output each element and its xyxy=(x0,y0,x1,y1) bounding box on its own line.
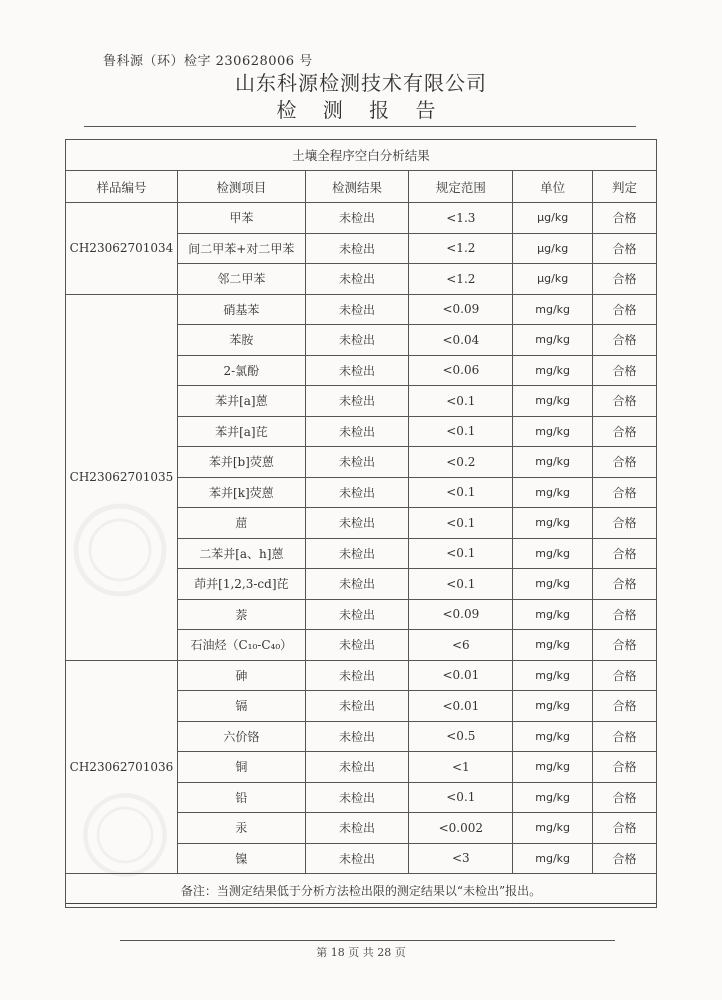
verdict-cell: 合格 xyxy=(593,691,657,722)
range-cell: <6 xyxy=(409,630,513,661)
result-cell: 未检出 xyxy=(305,813,409,844)
result-cell: 未检出 xyxy=(305,721,409,752)
result-cell: 未检出 xyxy=(305,294,409,325)
item-cell: 间二甲苯+对二甲苯 xyxy=(177,233,305,264)
verdict-cell: 合格 xyxy=(593,294,657,325)
result-cell: 未检出 xyxy=(305,630,409,661)
result-cell: 未检出 xyxy=(305,416,409,447)
results-table xyxy=(65,139,657,908)
unit-cell: μg/kg xyxy=(513,264,593,295)
range-cell: <0.5 xyxy=(409,721,513,752)
range-cell: <0.01 xyxy=(409,660,513,691)
sample-id-cell: CH23062701036 xyxy=(66,660,178,874)
footer-divider xyxy=(120,940,615,941)
verdict-cell: 合格 xyxy=(593,325,657,356)
item-cell: 汞 xyxy=(177,813,305,844)
unit-cell: mg/kg xyxy=(513,843,593,874)
item-cell: 甲苯 xyxy=(177,203,305,234)
unit-cell: mg/kg xyxy=(513,355,593,386)
range-cell: <0.002 xyxy=(409,813,513,844)
verdict-cell: 合格 xyxy=(593,477,657,508)
range-cell: <0.09 xyxy=(409,294,513,325)
table-row xyxy=(66,203,657,234)
report-number: 鲁科源（环）检字 230628006 号 xyxy=(103,54,313,69)
verdict-cell: 合格 xyxy=(593,233,657,264)
sample-id-cell: CH23062701035 xyxy=(66,294,178,660)
unit-cell: mg/kg xyxy=(513,538,593,569)
verdict-cell: 合格 xyxy=(593,630,657,661)
range-cell: <0.1 xyxy=(409,538,513,569)
unit-cell: mg/kg xyxy=(513,752,593,783)
verdict-cell: 合格 xyxy=(593,569,657,600)
unit-cell: μg/kg xyxy=(513,203,593,234)
item-cell: 铅 xyxy=(177,782,305,813)
result-cell: 未检出 xyxy=(305,782,409,813)
unit-cell: mg/kg xyxy=(513,660,593,691)
unit-cell: mg/kg xyxy=(513,630,593,661)
verdict-cell: 合格 xyxy=(593,721,657,752)
column-header-verdict: 判定 xyxy=(593,171,657,203)
column-header-sample-id: 样品编号 xyxy=(66,171,178,203)
verdict-cell: 合格 xyxy=(593,782,657,813)
range-cell: <0.04 xyxy=(409,325,513,356)
item-cell: 苯并[b]荧蒽 xyxy=(177,447,305,478)
range-cell: <0.2 xyxy=(409,447,513,478)
table-title: 土壤全程序空白分析结果 xyxy=(66,140,657,171)
result-cell: 未检出 xyxy=(305,569,409,600)
item-cell: 苯并[a]芘 xyxy=(177,416,305,447)
range-cell: <0.1 xyxy=(409,477,513,508)
table-row xyxy=(66,660,657,691)
item-cell: 苯胺 xyxy=(177,325,305,356)
item-cell: 硝基苯 xyxy=(177,294,305,325)
unit-cell: mg/kg xyxy=(513,386,593,417)
range-cell: <1.3 xyxy=(409,203,513,234)
result-cell: 未检出 xyxy=(305,203,409,234)
verdict-cell: 合格 xyxy=(593,203,657,234)
verdict-cell: 合格 xyxy=(593,508,657,539)
result-cell: 未检出 xyxy=(305,477,409,508)
range-cell: <1.2 xyxy=(409,264,513,295)
verdict-cell: 合格 xyxy=(593,752,657,783)
range-cell: <0.06 xyxy=(409,355,513,386)
verdict-cell: 合格 xyxy=(593,538,657,569)
result-cell: 未检出 xyxy=(305,233,409,264)
item-cell: 䓛 xyxy=(177,508,305,539)
unit-cell: μg/kg xyxy=(513,233,593,264)
unit-cell: mg/kg xyxy=(513,508,593,539)
item-cell: 苯并[k]荧蒽 xyxy=(177,477,305,508)
range-cell: <0.1 xyxy=(409,386,513,417)
sample-id-cell: CH23062701034 xyxy=(66,203,178,295)
unit-cell: mg/kg xyxy=(513,447,593,478)
unit-cell: mg/kg xyxy=(513,599,593,630)
verdict-cell: 合格 xyxy=(593,843,657,874)
item-cell: 苯并[a]蒽 xyxy=(177,386,305,417)
unit-cell: mg/kg xyxy=(513,782,593,813)
table-row xyxy=(66,294,657,325)
unit-cell: mg/kg xyxy=(513,691,593,722)
header-divider xyxy=(84,126,636,127)
page-number: 第 18 页 共 28 页 xyxy=(316,946,406,959)
table-note: 备注：当测定结果低于分析方法检出限的测定结果以“未检出”报出。 xyxy=(66,874,657,908)
result-cell: 未检出 xyxy=(305,843,409,874)
item-cell: 邻二甲苯 xyxy=(177,264,305,295)
item-cell: 2-氯酚 xyxy=(177,355,305,386)
table-title-row xyxy=(66,140,657,171)
column-header-result: 检测结果 xyxy=(305,171,409,203)
unit-cell: mg/kg xyxy=(513,294,593,325)
column-header-item: 检测项目 xyxy=(177,171,305,203)
result-cell: 未检出 xyxy=(305,660,409,691)
range-cell: <0.1 xyxy=(409,416,513,447)
unit-cell: mg/kg xyxy=(513,569,593,600)
result-cell: 未检出 xyxy=(305,538,409,569)
result-cell: 未检出 xyxy=(305,447,409,478)
result-cell: 未检出 xyxy=(305,691,409,722)
item-cell: 二苯并[a、h]蒽 xyxy=(177,538,305,569)
verdict-cell: 合格 xyxy=(593,416,657,447)
item-cell: 六价铬 xyxy=(177,721,305,752)
column-header-range: 规定范围 xyxy=(409,171,513,203)
range-cell: <0.01 xyxy=(409,691,513,722)
range-cell: <3 xyxy=(409,843,513,874)
range-cell: <1.2 xyxy=(409,233,513,264)
unit-cell: mg/kg xyxy=(513,325,593,356)
item-cell: 铜 xyxy=(177,752,305,783)
item-cell: 砷 xyxy=(177,660,305,691)
unit-cell: mg/kg xyxy=(513,416,593,447)
item-cell: 镉 xyxy=(177,691,305,722)
verdict-cell: 合格 xyxy=(593,386,657,417)
document-title: 检 测 报 告 xyxy=(276,98,446,122)
range-cell: <0.1 xyxy=(409,508,513,539)
note-row xyxy=(66,874,657,908)
result-cell: 未检出 xyxy=(305,599,409,630)
unit-cell: mg/kg xyxy=(513,721,593,752)
range-cell: <0.09 xyxy=(409,599,513,630)
table-header-row xyxy=(66,171,657,203)
verdict-cell: 合格 xyxy=(593,355,657,386)
unit-cell: mg/kg xyxy=(513,813,593,844)
result-cell: 未检出 xyxy=(305,508,409,539)
company-name: 山东科源检测技术有限公司 xyxy=(235,71,487,95)
verdict-cell: 合格 xyxy=(593,660,657,691)
result-cell: 未检出 xyxy=(305,325,409,356)
result-cell: 未检出 xyxy=(305,264,409,295)
range-cell: <1 xyxy=(409,752,513,783)
result-cell: 未检出 xyxy=(305,355,409,386)
item-cell: 茚并[1,2,3-cd]芘 xyxy=(177,569,305,600)
verdict-cell: 合格 xyxy=(593,447,657,478)
result-cell: 未检出 xyxy=(305,386,409,417)
item-cell: 萘 xyxy=(177,599,305,630)
result-cell: 未检出 xyxy=(305,752,409,783)
unit-cell: mg/kg xyxy=(513,477,593,508)
verdict-cell: 合格 xyxy=(593,599,657,630)
range-cell: <0.1 xyxy=(409,782,513,813)
item-cell: 镍 xyxy=(177,843,305,874)
range-cell: <0.1 xyxy=(409,569,513,600)
column-header-unit: 单位 xyxy=(513,171,593,203)
item-cell: 石油烃（C₁₀-C₄₀） xyxy=(177,630,305,661)
verdict-cell: 合格 xyxy=(593,813,657,844)
verdict-cell: 合格 xyxy=(593,264,657,295)
